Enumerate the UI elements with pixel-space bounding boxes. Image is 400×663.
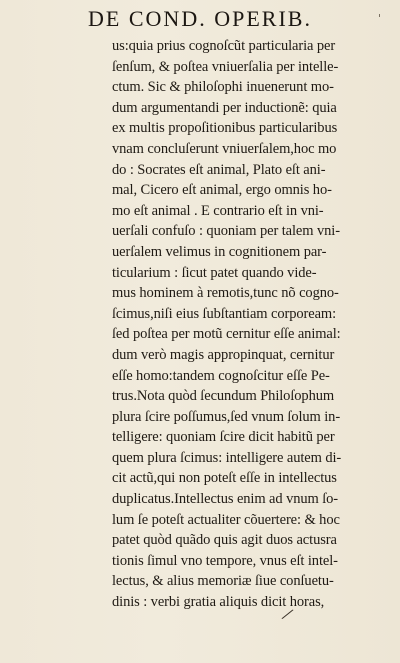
text-line: ſed poſtea per motũ cernitur eſſe animal: xyxy=(112,326,341,343)
text-line: ticularium : ſicut patet quando vide- xyxy=(112,264,317,281)
text-line: telligere: quoniam ſcire dicit habitũ per xyxy=(112,429,335,446)
text-line: do : Socrates eſt animal, Plato eſt ani- xyxy=(112,161,326,178)
text-line: dum verò magis appropinquat, cernitur xyxy=(112,346,335,363)
text-line: duplicatus.Intellectus enim ad vnum ſo- xyxy=(112,491,339,508)
text-line: dinis : verbi gratia aliquis dicit horas, xyxy=(112,594,325,611)
text-line: eſſe homo:tandem cognoſcitur eſſe Pe- xyxy=(112,367,330,384)
text-line: mus hominem à remotis,tunc nõ cogno- xyxy=(112,285,339,302)
text-line: tionis ſimul vno tempore, vnus eſt intel- xyxy=(112,552,338,569)
text-line: vnam concluſerunt vniuerſalem,hoc mo xyxy=(112,140,337,157)
text-line: uerſali confuſo : quoniam per talem vni- xyxy=(112,223,340,240)
text-line: us:quia prius cognoſcũt particularia per xyxy=(112,38,336,54)
text-line: mo eſt animal . E contrario eſt in vni- xyxy=(112,202,324,219)
running-head: DE COND. OPERIB. xyxy=(88,6,312,31)
text-line: patet quòd quãdo quis agit duos actusra xyxy=(112,532,337,549)
text-line: ex multis propoſitionibus particularibus xyxy=(112,120,338,137)
text-line: cit actũ,qui non poteſt eſſe in intellectus xyxy=(112,470,337,487)
text-line: ſenſum, & poſtea vniuerſalia per intelle- xyxy=(112,58,339,75)
text-line: trus.Nota quòd ſecundum Philoſophum xyxy=(112,388,335,405)
text-line: ſcimus,niſi eius ſubſtantiam corpoream: xyxy=(112,305,337,322)
text-line: plura ſcire poſſumus,ſed vnum ſolum in- xyxy=(112,408,341,425)
text-line: lum ſe poteſt actualiter cõuertere: & hoc xyxy=(112,511,340,528)
ink-mark: ⁄ xyxy=(282,605,292,624)
text-block xyxy=(112,36,392,613)
text-line: dum argumentandi per inductionẽ: quia xyxy=(112,99,337,116)
text-line: uerſalem velimus in cognitionem par- xyxy=(112,243,327,260)
text-line: mal, Cicero eſt animal, ergo omnis ho- xyxy=(112,182,332,199)
corner-mark: ' xyxy=(378,12,382,25)
text-line: quem plura ſcimus: intelligere autem di- xyxy=(112,449,342,466)
text-line: ctum. Sic & philoſophi inuenerunt mo- xyxy=(112,79,334,96)
text-line: lectus, & alius memoriæ ſiue conſuetu- xyxy=(112,573,334,590)
